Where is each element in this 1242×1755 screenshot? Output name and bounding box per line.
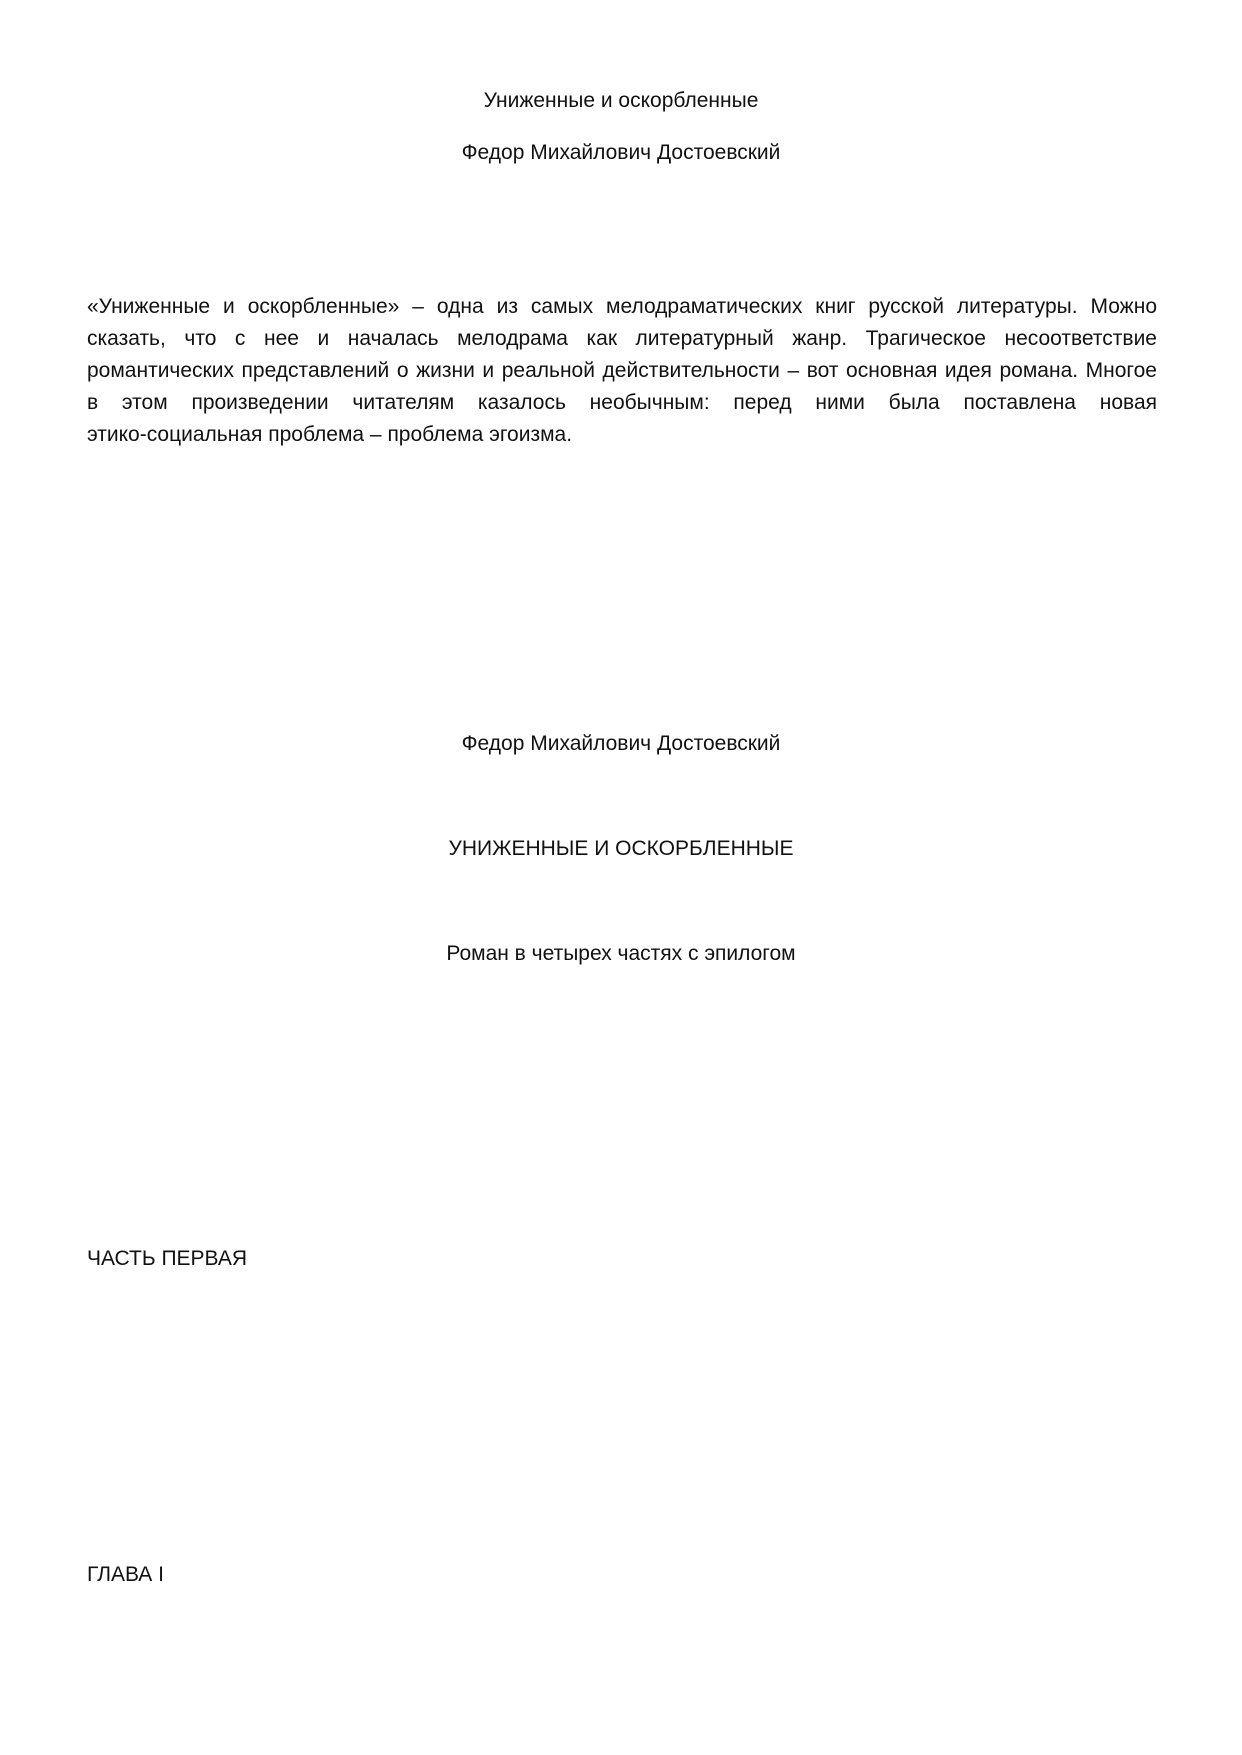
header-title: Униженные и оскорбленные [483, 89, 759, 112]
header-author: Федор Михайлович Достоевский [461, 141, 781, 164]
title-page-author: Федор Михайлович Достоевский [461, 732, 781, 755]
abstract-line: «Униженные и оскорбленные» – одна из самых мелодраматических книг русской литературы. Можно [87, 295, 1157, 318]
abstract-line: сказать, что с нее и началась мелодрама как литературный жанр. Трагическое несоответствие [87, 327, 1157, 350]
part-heading: ЧАСТЬ ПЕРВАЯ [87, 1247, 248, 1270]
title-page-subtitle: Роман в четырех частях с эпилогом [446, 942, 796, 965]
abstract-line: в этом произведении читателям казалось необычным: перед ними была поставлена новая [87, 391, 1157, 414]
abstract-line: романтических представлений о жизни и реальной действительности – вот основная идея романа. Многое [87, 359, 1157, 382]
abstract-line: этико-социальная проблема – проблема эгоизма. [87, 423, 573, 446]
chapter-heading: ГЛАВА I [87, 1563, 164, 1586]
abstract-paragraph [87, 291, 1157, 451]
title-page-title: УНИЖЕННЫЕ И ОСКОРБЛЕННЫЕ [448, 837, 794, 860]
